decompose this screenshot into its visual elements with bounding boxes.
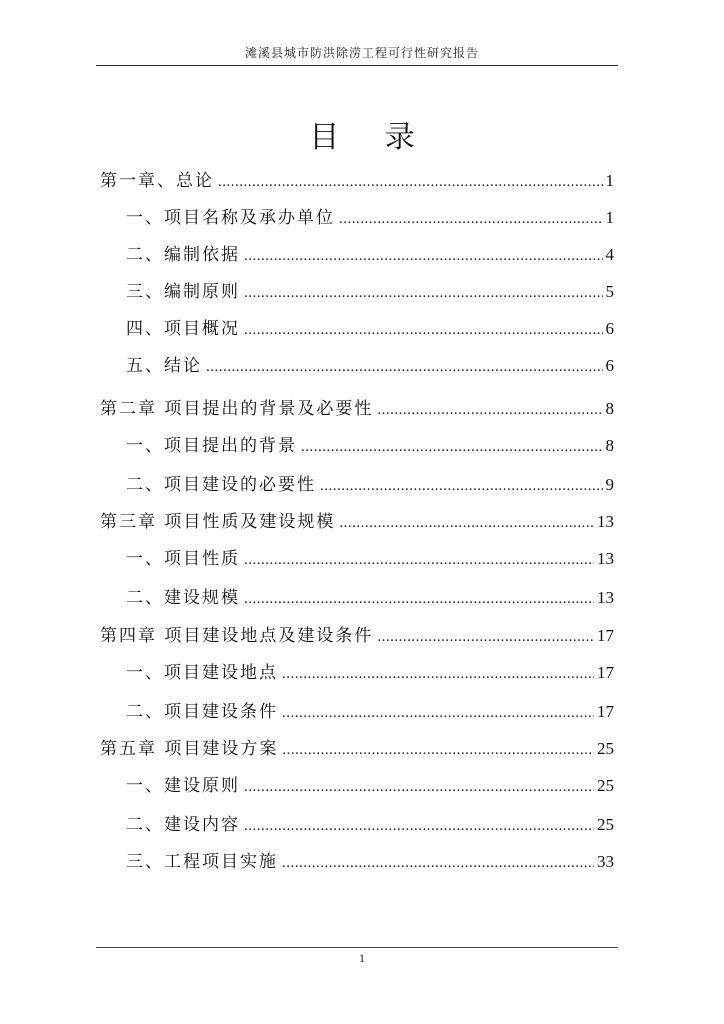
dot-leader bbox=[244, 241, 603, 271]
toc-entry-label: 一、项目提出的背景 bbox=[126, 436, 297, 456]
dot-leader bbox=[244, 278, 603, 308]
toc-entry-section[interactable] bbox=[126, 470, 614, 500]
dot-leader bbox=[320, 471, 603, 501]
dot-leader bbox=[244, 545, 594, 575]
dot-leader bbox=[301, 432, 603, 462]
toc-entry-label: 第四章 项目建设地点及建设条件 bbox=[100, 626, 374, 646]
toc-entry-page: 4 bbox=[605, 245, 614, 264]
toc-entry-page: 13 bbox=[597, 588, 614, 607]
toc-entry-section[interactable] bbox=[126, 351, 614, 381]
toc-entry-label: 第三章 项目性质及建设规模 bbox=[100, 512, 336, 532]
dot-leader bbox=[206, 352, 603, 382]
toc-entry-page: 1 bbox=[605, 171, 614, 190]
toc-entry-label: 三、编制原则 bbox=[126, 282, 240, 302]
toc-entry-section[interactable] bbox=[126, 203, 614, 233]
dot-leader bbox=[244, 811, 594, 841]
toc-entry-label: 第二章 项目提出的背景及必要性 bbox=[100, 399, 374, 419]
toc-entry-page: 25 bbox=[597, 815, 614, 834]
header-divider bbox=[96, 65, 618, 66]
toc-entry-page: 17 bbox=[597, 663, 614, 682]
toc-entry-label: 四、项目概况 bbox=[126, 319, 240, 339]
toc-entry-chapter[interactable] bbox=[100, 621, 614, 651]
toc-entry-chapter[interactable] bbox=[100, 166, 614, 196]
dot-leader bbox=[339, 204, 603, 234]
dot-leader bbox=[339, 508, 594, 538]
footer-divider bbox=[96, 947, 618, 948]
toc-entry-label: 第一章、总论 bbox=[100, 171, 214, 191]
toc-entry-page: 17 bbox=[597, 626, 614, 645]
dot-leader bbox=[244, 772, 594, 802]
toc-entry-section[interactable] bbox=[126, 847, 614, 877]
toc-entry-chapter[interactable] bbox=[100, 734, 614, 764]
toc-entry-label: 第五章 项目建设方案 bbox=[100, 739, 279, 759]
toc-entry-section[interactable] bbox=[126, 583, 614, 613]
toc-entry-section[interactable] bbox=[126, 240, 614, 270]
footer-page-number: 1 bbox=[359, 951, 365, 965]
toc-entry-section[interactable] bbox=[126, 658, 614, 688]
toc-entry-label: 一、项目名称及承办单位 bbox=[126, 208, 335, 228]
toc-entry-page: 6 bbox=[605, 319, 614, 338]
toc-entry-page: 9 bbox=[605, 475, 614, 494]
running-header: 滩溪县城市防洪除涝工程可行性研究报告 bbox=[244, 46, 479, 60]
dot-leader bbox=[377, 622, 594, 652]
toc-entry-section[interactable] bbox=[126, 314, 614, 344]
toc-entry-page: 17 bbox=[597, 702, 614, 721]
toc-entry-label: 二、建设内容 bbox=[126, 815, 240, 835]
toc-entry-page: 13 bbox=[597, 549, 614, 568]
toc-entry-label: 二、编制依据 bbox=[126, 245, 240, 265]
dot-leader bbox=[282, 848, 594, 878]
toc-entry-label: 二、建设规模 bbox=[126, 588, 240, 608]
toc-entry-label: 二、项目建设条件 bbox=[126, 702, 278, 722]
toc-entry-label: 五、结论 bbox=[126, 356, 202, 376]
dot-leader bbox=[377, 395, 602, 425]
toc-entry-section[interactable] bbox=[126, 544, 614, 574]
dot-leader bbox=[244, 315, 603, 345]
toc-entry-chapter[interactable] bbox=[100, 507, 614, 537]
toc-entry-label: 一、项目性质 bbox=[126, 549, 240, 569]
toc-entry-page: 8 bbox=[605, 436, 614, 455]
dot-leader bbox=[244, 584, 594, 614]
toc-title: 目 录 bbox=[309, 120, 433, 155]
dot-leader bbox=[282, 659, 594, 689]
toc-entry-page: 8 bbox=[605, 399, 614, 418]
toc-entry-page: 1 bbox=[605, 208, 614, 227]
toc-entry-section[interactable] bbox=[126, 771, 614, 801]
toc-entry-label: 二、项目建设的必要性 bbox=[126, 475, 316, 495]
dot-leader bbox=[218, 167, 603, 197]
toc-entry-page: 33 bbox=[597, 852, 614, 871]
toc-entry-page: 6 bbox=[605, 356, 614, 375]
toc-entry-section[interactable] bbox=[126, 277, 614, 307]
dot-leader bbox=[282, 698, 594, 728]
toc-entry-label: 一、建设原则 bbox=[126, 776, 240, 796]
dot-leader bbox=[282, 735, 594, 765]
toc-entry-section[interactable] bbox=[126, 431, 614, 461]
toc-entry-page: 25 bbox=[597, 776, 614, 795]
toc-entry-label: 一、项目建设地点 bbox=[126, 663, 278, 683]
toc-entry-section[interactable] bbox=[126, 697, 614, 727]
toc-entry-label: 三、工程项目实施 bbox=[126, 852, 278, 872]
toc-entry-page: 25 bbox=[597, 739, 614, 758]
toc-entry-page: 13 bbox=[597, 512, 614, 531]
toc-entry-page: 5 bbox=[605, 282, 614, 301]
toc-entry-section[interactable] bbox=[126, 810, 614, 840]
toc-entry-chapter[interactable] bbox=[100, 394, 614, 424]
